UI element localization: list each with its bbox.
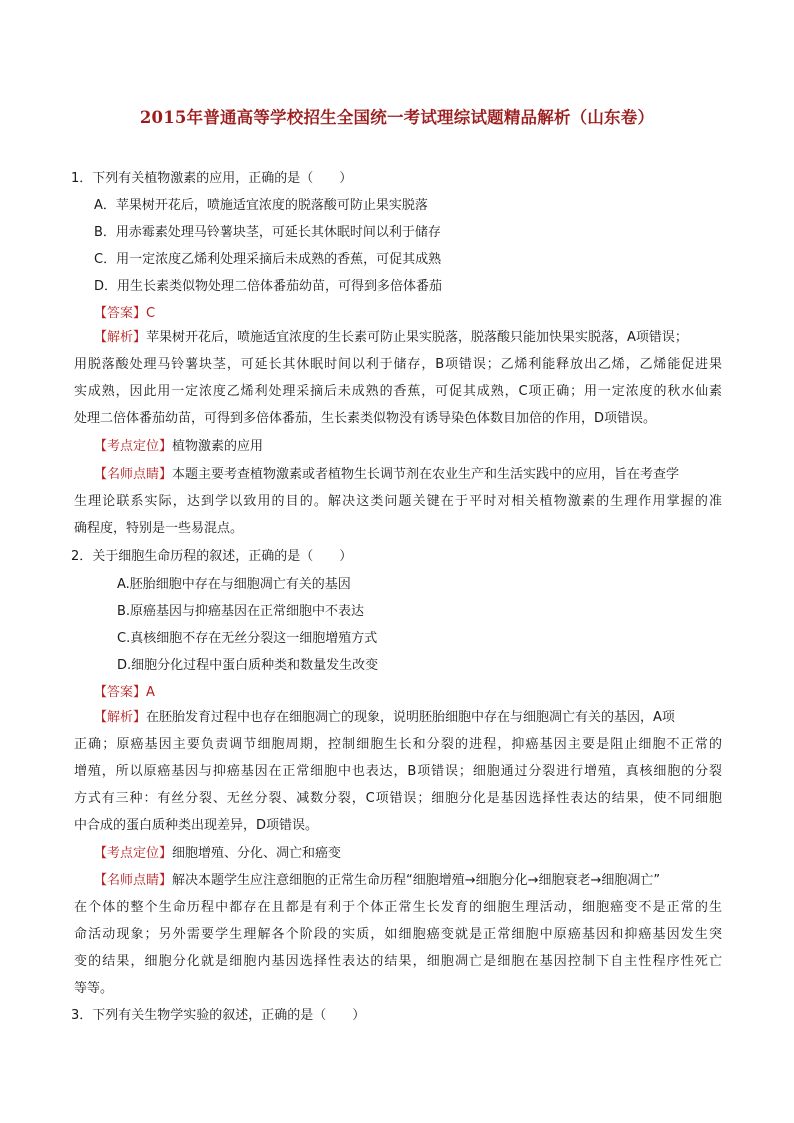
comment-tag: 【名师点睛】 bbox=[94, 873, 173, 888]
q2-comment-line-1 bbox=[94, 872, 660, 890]
q1-option-b: B．用赤霉素处理马铃薯块茎，可延长其休眠时间以利于储存 bbox=[94, 225, 441, 240]
answer-value: A bbox=[146, 685, 155, 700]
point-text: 植物激素的应用 bbox=[172, 439, 264, 454]
q1-analysis-line-4: 处理二倍体番茄幼苗，可得到多倍体番茄，生长素类似物没有诱导染色体数目加倍的作用，D项错误。 bbox=[74, 411, 657, 426]
page-title: 2015年普通高等学校招生全国统一考试理综试题精品解析（山东卷） bbox=[139, 108, 655, 127]
point-text: 细胞增殖、分化、凋亡和癌变 bbox=[172, 846, 342, 861]
comment-tag: 【名师点睛】 bbox=[94, 467, 173, 482]
analysis-tag: 【解析】 bbox=[94, 710, 147, 725]
q1-comment-line-1 bbox=[94, 466, 679, 484]
q2-option-c: C.真核细胞不存在无丝分裂这一细胞增殖方式 bbox=[117, 631, 378, 646]
q2-point bbox=[94, 845, 341, 863]
q1-answer bbox=[94, 305, 155, 323]
q1-comment-line-3: 确程度，特别是一些易混点。 bbox=[74, 521, 244, 536]
q2-comment-line-5: 等等。 bbox=[74, 981, 114, 996]
comment-text: 本题主要考查植物激素或者植物生长调节剂在农业生产和生活实践中的应用，旨在考查学 bbox=[172, 467, 680, 482]
analysis-tag: 【解析】 bbox=[94, 330, 147, 345]
q2-option-d: D.细胞分化过程中蛋白质种类和数量发生改变 bbox=[117, 658, 379, 673]
point-tag: 【考点定位】 bbox=[94, 439, 173, 454]
q2-option-b: B.原癌基因与抑癌基因在正常细胞中不表达 bbox=[117, 604, 365, 619]
q2-comment-line-2: 在个体的整个生命历程中都存在且都是有利于个体正常生长发育的细胞生理活动，细胞癌变不是正常的生 bbox=[74, 900, 722, 915]
q2-analysis-line-1 bbox=[94, 709, 675, 727]
q2-option-a: A.胚胎细胞中存在与细胞凋亡有关的基因 bbox=[117, 577, 351, 592]
q2-analysis-line-4: 方式有三种：有丝分裂、无丝分裂、减数分裂，C项错误；细胞分化是基因选择性表达的结果，使不同细胞 bbox=[74, 791, 722, 806]
q1-analysis-line-2: 用脱落酸处理马铃薯块茎，可延长其休眠时间以利于储存，B项错误；乙烯利能释放出乙烯，乙烯能促进果 bbox=[74, 357, 722, 372]
q2-comment-line-3: 命活动现象；另外需要学生理解各个阶段的实质，如细胞癌变就是正常细胞中原癌基因和抑癌基因发生突 bbox=[74, 927, 722, 942]
q1-option-d: D．用生长素类似物处理二倍体番茄幼苗，可得到多倍体番茄 bbox=[94, 279, 443, 294]
q2-answer bbox=[94, 684, 155, 702]
q1-analysis-line-3: 实成熟，因此用一定浓度乙烯利处理采摘后未成熟的香蕉，可促其成熟，C项正确；用一定浓度的秋水仙素 bbox=[74, 384, 722, 399]
question-3: 3．下列有关生物学实验的叙述，正确的是（ ） bbox=[71, 1008, 366, 1023]
q1-option-a: A．苹果树开花后，喷施适宜浓度的脱落酸可防止果实脱落 bbox=[94, 198, 428, 213]
point-tag: 【考点定位】 bbox=[94, 846, 173, 861]
q1-analysis-line-1 bbox=[94, 329, 688, 347]
analysis-text: 在胚胎发育过程中也存在细胞凋亡的现象，说明胚胎细胞中存在与细胞凋亡有关的基因，A项 bbox=[146, 710, 675, 725]
q2-analysis-line-5: 中合成的蛋白质种类出现差异，D项错误。 bbox=[74, 818, 319, 833]
q2-analysis-line-2: 正确；原癌基因主要负责调节细胞周期，控制细胞生长和分裂的进程，抑癌基因主要是阻止细胞不正常的 bbox=[74, 737, 722, 752]
q1-option-c: C．用一定浓度乙烯利处理采摘后未成熟的香蕉，可促其成熟 bbox=[94, 252, 442, 267]
q2-analysis-line-3: 增殖，所以原癌基因与抑癌基因在正常细胞中也表达，B项错误；细胞通过分裂进行增殖，真核细胞的分裂 bbox=[74, 764, 722, 779]
q2-comment-line-4: 变的结果，细胞分化就是细胞内基因选择性表达的结果，细胞凋亡是细胞在基因控制下自主性程序性死亡 bbox=[74, 954, 722, 969]
analysis-text: 苹果树开花后，喷施适宜浓度的生长素可防止果实脱落，脱落酸只能加快果实脱落，A项错误； bbox=[146, 330, 688, 345]
q1-comment-line-2: 生理论联系实际，达到学以致用的目的。解决这类问题关键在于平时对相关植物激素的生理作用掌握的准 bbox=[74, 494, 722, 509]
question-1: 1．下列有关植物激素的应用，正确的是（ ） bbox=[71, 171, 353, 186]
answer-tag: 【答案】 bbox=[94, 685, 147, 700]
comment-text: 解决本题学生应注意细胞的正常生命历程“细胞增殖→细胞分化→细胞衰老→细胞凋亡” bbox=[172, 873, 661, 888]
q1-point bbox=[94, 438, 263, 456]
answer-value: C bbox=[146, 306, 156, 321]
question-2: 2．关于细胞生命历程的叙述，正确的是（ ） bbox=[71, 549, 353, 564]
answer-tag: 【答案】 bbox=[94, 306, 147, 321]
